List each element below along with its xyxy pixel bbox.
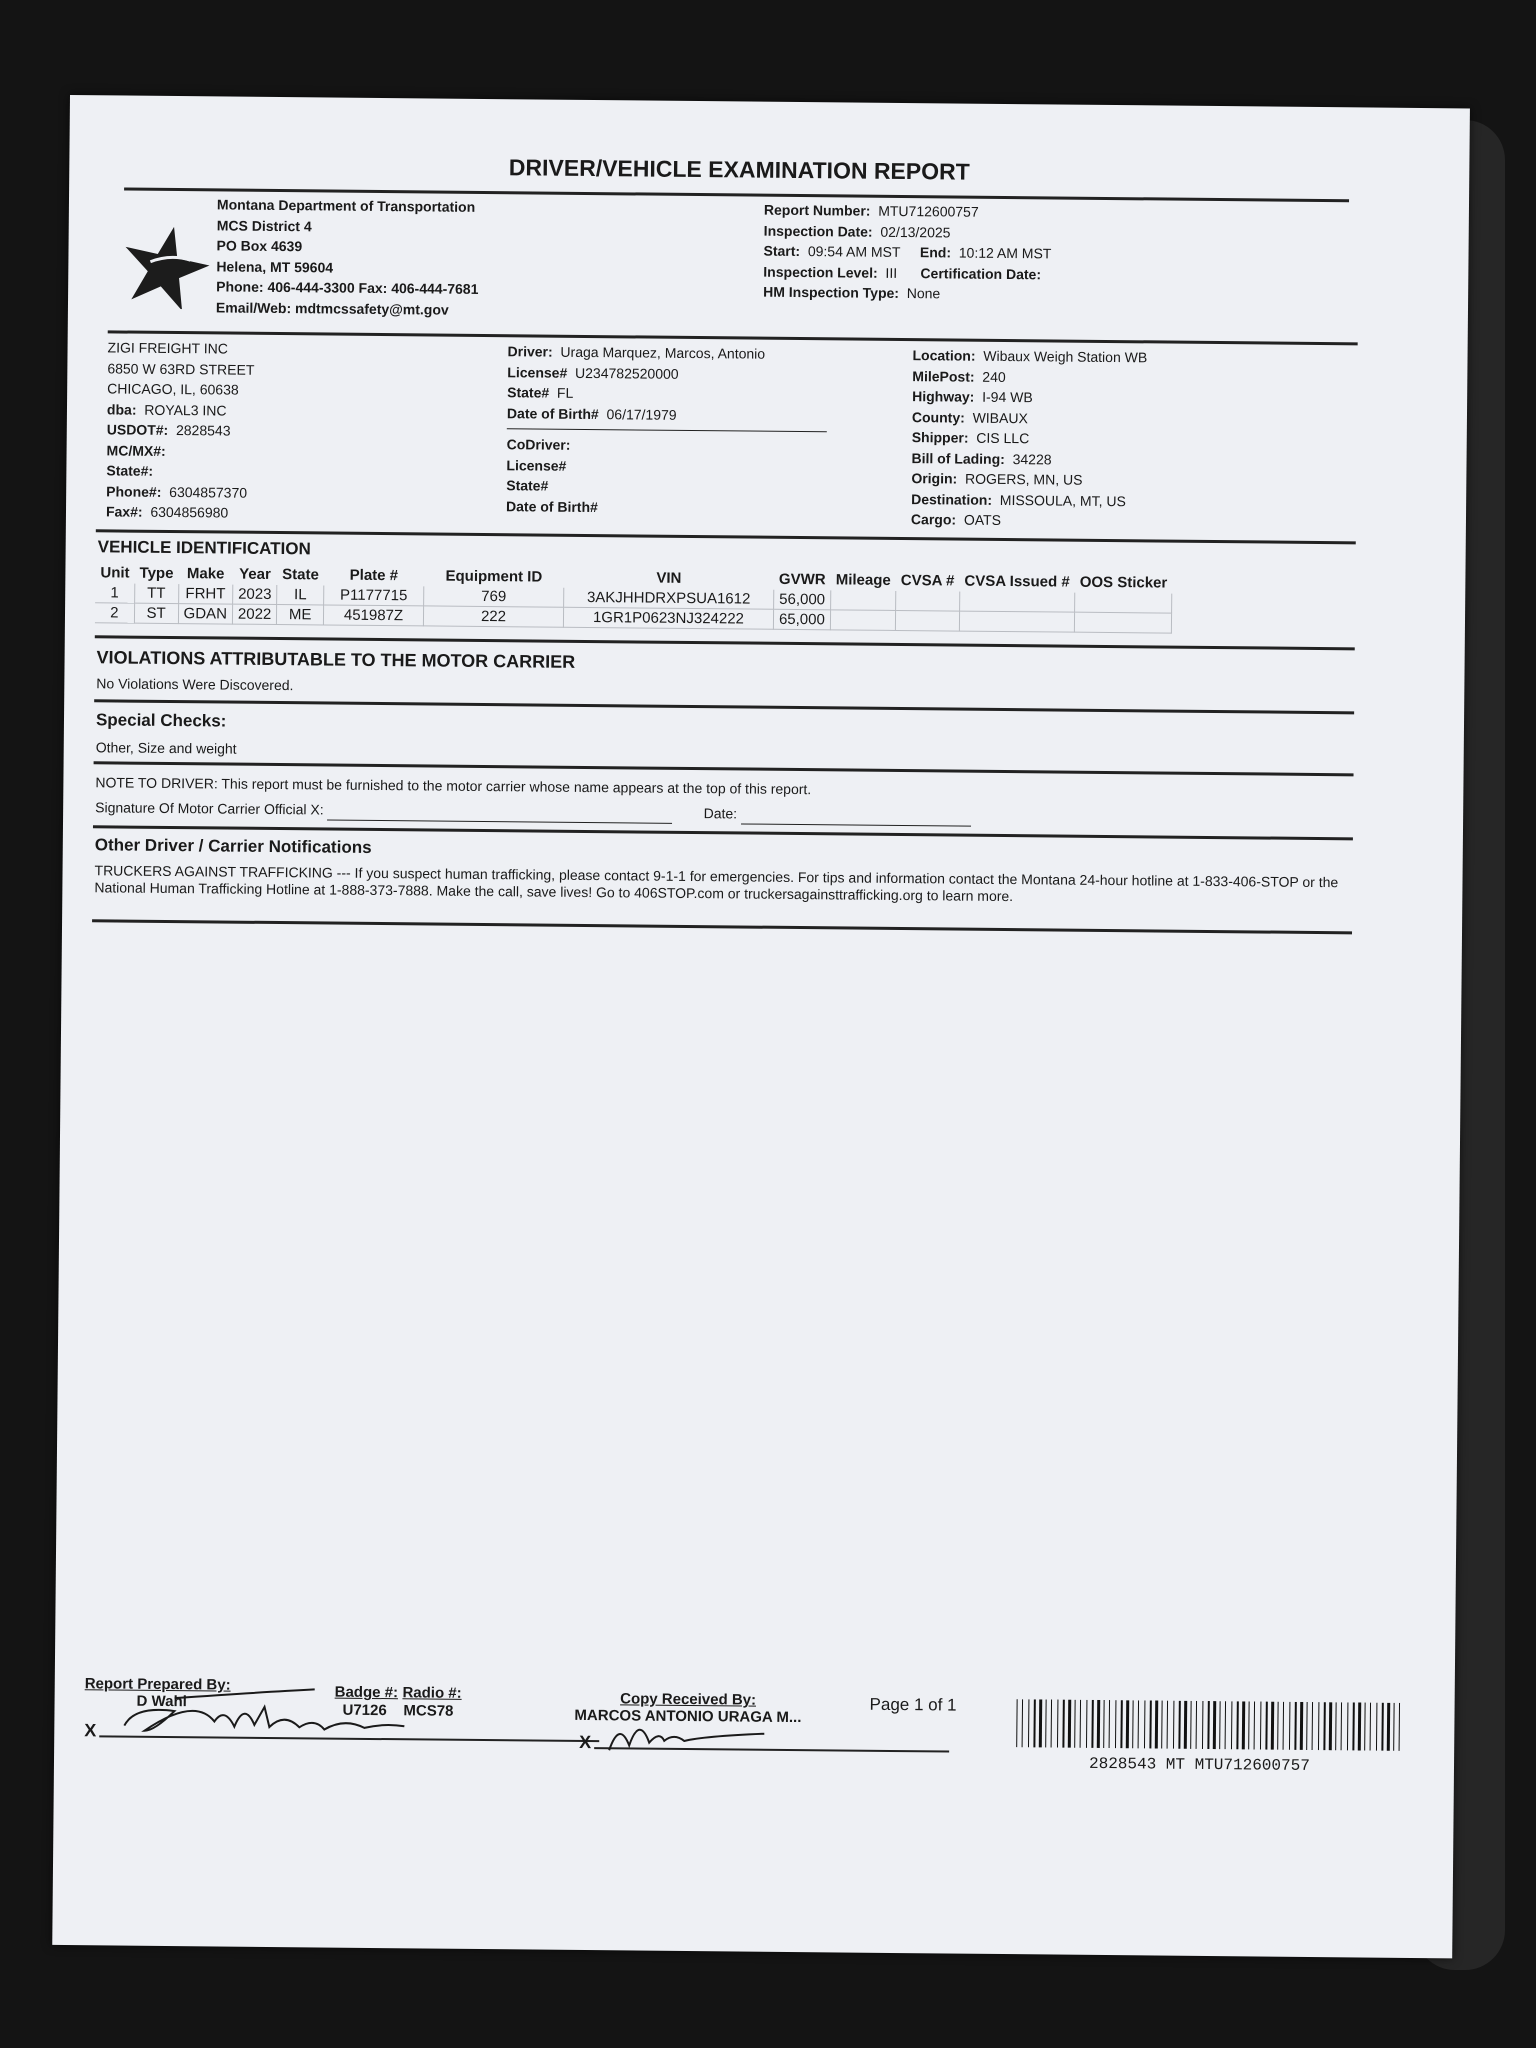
usdot: 2828543 bbox=[175, 422, 231, 439]
carrier-state-label: State#: bbox=[106, 462, 154, 479]
cell-oos-sticker bbox=[1074, 612, 1172, 633]
date-label: Date: bbox=[703, 805, 738, 822]
col-equipment-id: Equipment ID bbox=[445, 567, 543, 586]
cell-equipment-id: 222 bbox=[423, 606, 563, 627]
col-plate: Plate # bbox=[349, 566, 399, 585]
license: U234782520000 bbox=[575, 364, 679, 382]
cell-gvwr: 56,000 bbox=[774, 590, 831, 610]
phone-label: Phone#: bbox=[106, 482, 162, 500]
dba-label: dba: bbox=[106, 400, 137, 418]
badge-label: Badge #: bbox=[334, 1683, 399, 1702]
location: Wibaux Weigh Station WB bbox=[983, 347, 1148, 366]
carrier-name: ZIGI FREIGHT INC bbox=[107, 339, 228, 357]
barcode-text: 2828543 MT MTU712600757 bbox=[1088, 1754, 1310, 1775]
license-label: License# bbox=[507, 363, 568, 381]
x-mark: X bbox=[84, 1720, 97, 1741]
agency-email: Email/Web: mdtmcssafety@mt.gov bbox=[215, 298, 449, 318]
col-oos-sticker: OOS Sticker bbox=[1079, 573, 1168, 592]
start-label: Start: bbox=[763, 242, 801, 260]
driver-block bbox=[506, 341, 828, 519]
cell-mileage bbox=[830, 610, 895, 631]
cell-vin: 1GR1P0623NJ324222 bbox=[563, 607, 773, 629]
bill-of-lading: 34228 bbox=[1012, 450, 1052, 467]
start-time: 09:54 AM MST bbox=[807, 243, 901, 260]
cell-mileage bbox=[830, 590, 895, 610]
driver-name: Uraga Marquez, Marcos, Antonio bbox=[560, 343, 766, 362]
divider bbox=[94, 699, 1354, 714]
cell-cvsa-issued bbox=[959, 592, 1075, 613]
cell-type: ST bbox=[134, 603, 178, 623]
carrier-city: CHICAGO, IL, 60638 bbox=[107, 380, 239, 398]
agency-name: Montana Department of Transportation bbox=[216, 196, 476, 215]
cell-equipment-id: 769 bbox=[424, 586, 564, 607]
prepared-by-label: Report Prepared By: bbox=[84, 1675, 231, 1694]
radio-label: Radio #: bbox=[402, 1684, 462, 1702]
agency-city: Helena, MT 59604 bbox=[216, 257, 334, 276]
cell-cvsa bbox=[895, 610, 959, 631]
cell-vin: 3AKJHHDRXPSUA1612 bbox=[564, 588, 774, 610]
note-to-driver: NOTE TO DRIVER: This report must be furnished to the motor carrier whose name appears at the top of this report. bbox=[95, 774, 812, 798]
report-title: DRIVER/VEHICLE EXAMINATION REPORT bbox=[508, 154, 970, 185]
inspector-signature-icon bbox=[114, 1683, 495, 1750]
notifications-heading: Other Driver / Carrier Notifications bbox=[94, 835, 372, 857]
col-cvsa: CVSA # bbox=[900, 571, 955, 590]
cell-make: GDAN bbox=[178, 604, 233, 625]
county: WIBAUX bbox=[972, 409, 1028, 426]
col-gvwr: GVWR bbox=[778, 570, 826, 589]
cell-unit: 1 bbox=[95, 583, 134, 603]
special-checks-text: Other, Size and weight bbox=[95, 739, 237, 757]
radio-number: MCS78 bbox=[403, 1702, 454, 1720]
signature-blank bbox=[327, 819, 672, 823]
col-cvsa-issued: CVSA Issued # bbox=[964, 572, 1070, 591]
cell-unit: 2 bbox=[95, 603, 134, 623]
usdot-label: USDOT#: bbox=[106, 421, 169, 438]
cell-year: 2023 bbox=[233, 585, 278, 605]
divider bbox=[92, 919, 1352, 934]
vehicle-heading: VEHICLE IDENTIFICATION bbox=[97, 537, 311, 559]
cell-oos-sticker bbox=[1074, 593, 1172, 613]
driver-signature-icon bbox=[604, 1710, 784, 1757]
col-state: State bbox=[282, 566, 319, 584]
mcmx-label: MC/MX#: bbox=[106, 441, 166, 459]
milepost: 240 bbox=[982, 368, 1006, 385]
cell-plate: 451987Z bbox=[323, 605, 423, 626]
star-logo-icon bbox=[120, 223, 211, 309]
driver-state-label: State# bbox=[507, 384, 550, 401]
origin-label: Origin: bbox=[911, 470, 958, 487]
inspection-date: 02/13/2025 bbox=[880, 223, 951, 240]
hm-type-label: HM Inspection Type: bbox=[763, 283, 900, 301]
destination-label: Destination: bbox=[911, 490, 993, 508]
fax-label: Fax#: bbox=[105, 503, 143, 520]
hm-type: None bbox=[906, 285, 941, 302]
cell-cvsa bbox=[895, 591, 959, 611]
agency-phone: Phone: 406-444-3300 Fax: 406-444-7681 bbox=[216, 278, 479, 297]
fax: 6304856980 bbox=[150, 503, 229, 521]
cargo: OATS bbox=[963, 511, 1002, 528]
signature-line bbox=[95, 797, 971, 826]
co-dob-label: Date of Birth# bbox=[506, 497, 598, 515]
end-label: End: bbox=[919, 244, 952, 261]
agency-block bbox=[216, 194, 479, 320]
codriver-label: CoDriver: bbox=[506, 436, 571, 453]
origin: ROGERS, MN, US bbox=[964, 470, 1083, 488]
highway: I-94 WB bbox=[982, 388, 1033, 406]
bol-label: Bill of Lading: bbox=[911, 449, 1005, 467]
end-time: 10:12 AM MST bbox=[958, 244, 1052, 262]
co-state-label: State# bbox=[506, 477, 549, 494]
shipper: CIS LLC bbox=[976, 429, 1030, 447]
report-number: MTU712600757 bbox=[878, 202, 979, 220]
col-year: Year bbox=[239, 565, 271, 583]
phone: 6304857370 bbox=[169, 483, 248, 501]
cell-gvwr: 65,000 bbox=[773, 609, 830, 630]
driver-state: FL bbox=[556, 384, 574, 401]
vehicle-table bbox=[95, 562, 1173, 633]
destination: MISSOULA, MT, US bbox=[999, 491, 1126, 509]
cell-cvsa-issued bbox=[959, 611, 1075, 632]
col-make: Make bbox=[186, 565, 225, 583]
cell-year: 2022 bbox=[232, 604, 277, 624]
driver-label: Driver: bbox=[507, 343, 553, 360]
inspection-level: III bbox=[885, 264, 898, 281]
location-block bbox=[911, 345, 1147, 532]
carrier-block bbox=[106, 337, 255, 523]
milepost-label: MilePost: bbox=[912, 367, 975, 385]
highway-label: Highway: bbox=[912, 388, 975, 405]
cell-state: IL bbox=[277, 585, 324, 605]
inspection-level-label: Inspection Level: bbox=[763, 263, 878, 281]
agency-po-box: PO Box 4639 bbox=[216, 237, 303, 255]
cargo-label: Cargo: bbox=[910, 511, 957, 528]
col-mileage: Mileage bbox=[835, 571, 891, 589]
violations-heading: VIOLATIONS ATTRIBUTABLE TO THE MOTOR CARRIER bbox=[96, 647, 576, 672]
col-vin: VIN bbox=[656, 569, 682, 587]
shipper-label: Shipper: bbox=[911, 429, 969, 446]
cell-state: ME bbox=[277, 605, 324, 625]
date-blank bbox=[741, 823, 971, 826]
received-label: Copy Received By: bbox=[620, 1690, 757, 1709]
co-license-label: License# bbox=[506, 456, 567, 474]
carrier-street: 6850 W 63RD STREET bbox=[107, 359, 255, 378]
page-number: Page 1 of 1 bbox=[869, 1694, 957, 1715]
cell-type: TT bbox=[134, 584, 178, 604]
badge-number: U7126 bbox=[342, 1701, 387, 1720]
county-label: County: bbox=[911, 408, 965, 426]
x-mark: X bbox=[579, 1731, 592, 1753]
inspection-report-page bbox=[52, 95, 1470, 1958]
signature-label: Signature Of Motor Carrier Official X: bbox=[95, 799, 324, 818]
prepared-by-name: D Wahl bbox=[136, 1692, 187, 1711]
col-type: Type bbox=[139, 564, 174, 583]
notifications-text: TRUCKERS AGAINST TRAFFICKING --- If you suspect human trafficking, please contact 9-1-1 for emergencies. For tips and information contact the Montana 24-hour hotline at 1-833-406-STOP or the National Human Trafficking Hotline at 1-888-373-7888. Make the call, save lives! Go to 406STOP.com or truckersagainsttrafficking.org to learn more. bbox=[94, 862, 1339, 905]
cell-plate: P1177715 bbox=[324, 585, 424, 605]
location-label: Location: bbox=[912, 347, 976, 364]
cell-make: FRHT bbox=[178, 584, 233, 604]
dob: 06/17/1979 bbox=[606, 405, 677, 423]
dob-label: Date of Birth# bbox=[506, 404, 599, 422]
violations-text: No Violations Were Discovered. bbox=[96, 675, 294, 694]
inspection-date-label: Inspection Date: bbox=[763, 222, 873, 240]
certification-date-label: Certification Date: bbox=[920, 264, 1042, 282]
special-checks-heading: Special Checks: bbox=[95, 710, 227, 731]
col-unit: Unit bbox=[100, 564, 130, 582]
received-name: MARCOS ANTONIO URAGA M... bbox=[574, 1706, 802, 1727]
dba: ROYAL3 INC bbox=[144, 401, 227, 419]
report-number-label: Report Number: bbox=[763, 201, 871, 219]
agency-district: MCS District 4 bbox=[216, 216, 312, 234]
barcode-icon bbox=[1014, 1699, 1404, 1753]
report-info bbox=[763, 200, 1052, 305]
